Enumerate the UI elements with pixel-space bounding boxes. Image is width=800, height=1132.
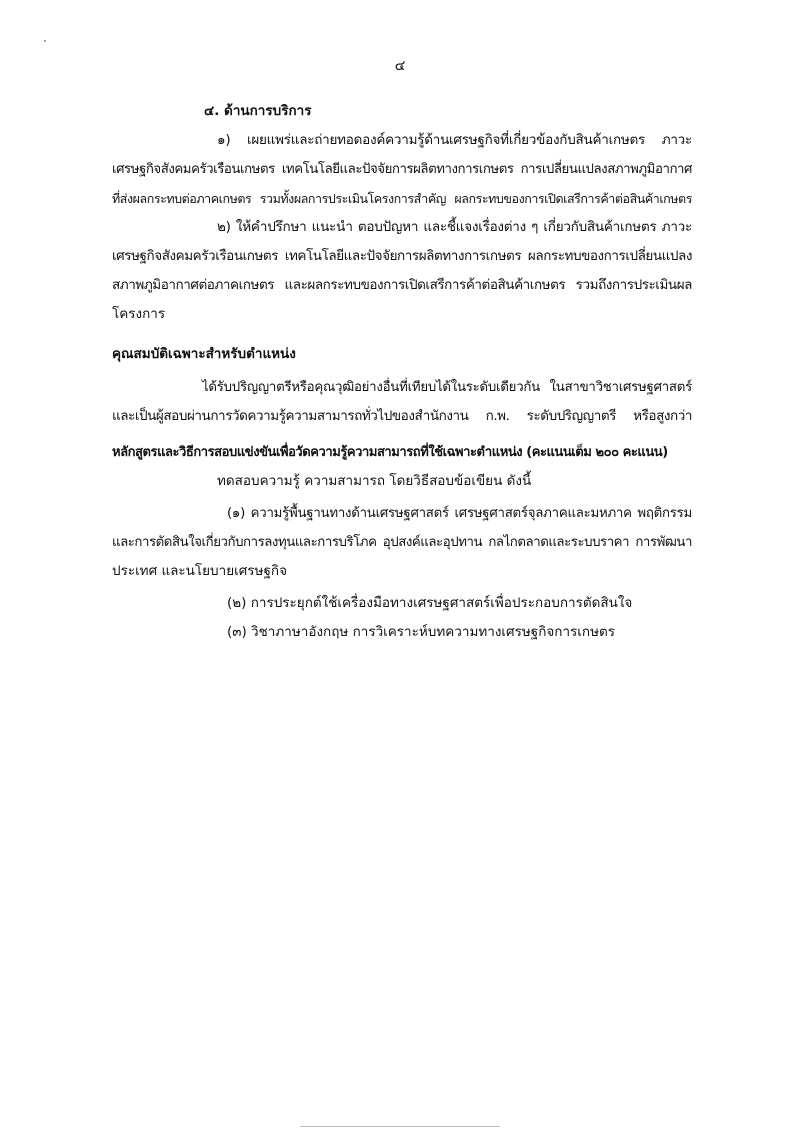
exam-item-1-line-3: ประเทศ และนโยบายเศรษฐกิจ xyxy=(112,563,287,579)
scan-speck xyxy=(300,1126,500,1127)
service-item-1-line-2: เศรษฐกิจสังคมครัวเรือนเกษตร เทคโนโลยีและปัจจัยการผลิตทางการเกษตร การเปลี่ยนแปลงสภาพภูมิอากาศ xyxy=(112,162,692,177)
exam-intro: ทดสอบความรู้ ความสามารถ โดยวิธีสอบข้อเขียน ดังนี้ xyxy=(217,473,532,489)
exam-section xyxy=(112,438,692,647)
service-item-2-line-3: สภาพภูมิอากาศต่อภาคเกษตร และผลกระทบของการเปิดเสรีการค้าต่อสินค้าเกษตร รวมถึงการประเมินผล xyxy=(112,277,692,293)
qualification-heading: คุณสมบัติเฉพาะสำหรับตำแหน่ง xyxy=(112,346,296,362)
qualification-line-1: ได้รับปริญญาตรีหรือคุณวุฒิอย่างอื่นที่เทียบได้ในระดับเดียวกัน ในสาขาวิชาเศรษฐศาสตร์ xyxy=(202,380,692,395)
exam-item-1-line-1: (๑) ความรู้พื้นฐานทางด้านเศรษฐศาสตร์ เศรษฐศาสตร์จุลภาคและมหภาค พฤติกรรม xyxy=(227,506,692,521)
page-number: ๔ xyxy=(394,58,406,74)
qualification-line-2: และเป็นผู้สอบผ่านการวัดความรู้ความสามารถทั่วไปของสำนักงาน ก.พ. ระดับปริญญาตรี หรือสูงกว่า xyxy=(112,408,692,424)
service-heading: ๔. ด้านการบริการ xyxy=(204,103,312,119)
service-item-1-line-1: ๑) เผยแพร่และถ่ายทอดองค์ความรู้ด้านเศรษฐกิจที่เกี่ยวข้องกับสินค้าเกษตร ภาวะ xyxy=(217,132,692,148)
exam-heading: หลักสูตรและวิธีการสอบแข่งขันเพื่อวัดความรู้ความสามารถที่ใช้เฉพาะตำแหน่ง (คะแนนเต็ม ๒๐๐ คะแนน) xyxy=(112,445,668,460)
qualification-section xyxy=(112,340,692,431)
service-item-2-line-1: ๒) ให้คำปรึกษา แนะนำ ตอบปัญหา และชี้แจงเรื่องต่าง ๆ เกี่ยวกับสินค้าเกษตร ภาวะ xyxy=(217,219,692,235)
service-item-1-line-3: ที่ส่งผลกระทบต่อภาคเกษตร รวมทั้งผลการประเมินโครงการสำคัญ ผลกระทบของการเปิดเสรีการค้าต่อสินค้าเกษตร xyxy=(112,191,692,206)
exam-item-1-line-2: และการตัดสินใจเกี่ยวกับการลงทุนและการบริโภค อุปสงค์และอุปทาน กลไกตลาดและระบบราคา การพัฒนา xyxy=(112,535,692,550)
service-item-2-line-2: เศรษฐกิจสังคมครัวเรือนเกษตร เทคโนโลยีและปัจจัยการผลิตทางการเกษตร ผลกระทบของการเปลี่ยนแปลง xyxy=(112,248,692,264)
exam-item-3: (๓) วิชาภาษาอังกฤษ การวิเคราะห์บทความทางเศรษฐกิจการเกษตร xyxy=(227,624,615,640)
service-section xyxy=(112,97,692,329)
service-item-2-line-4: โครงการ xyxy=(112,306,166,322)
exam-item-2: (๒) การประยุกต์ใช้เครื่องมือทางเศรษฐศาสตร์เพื่อประกอบการตัดสินใจ xyxy=(227,595,633,611)
scan-speck xyxy=(44,40,46,42)
